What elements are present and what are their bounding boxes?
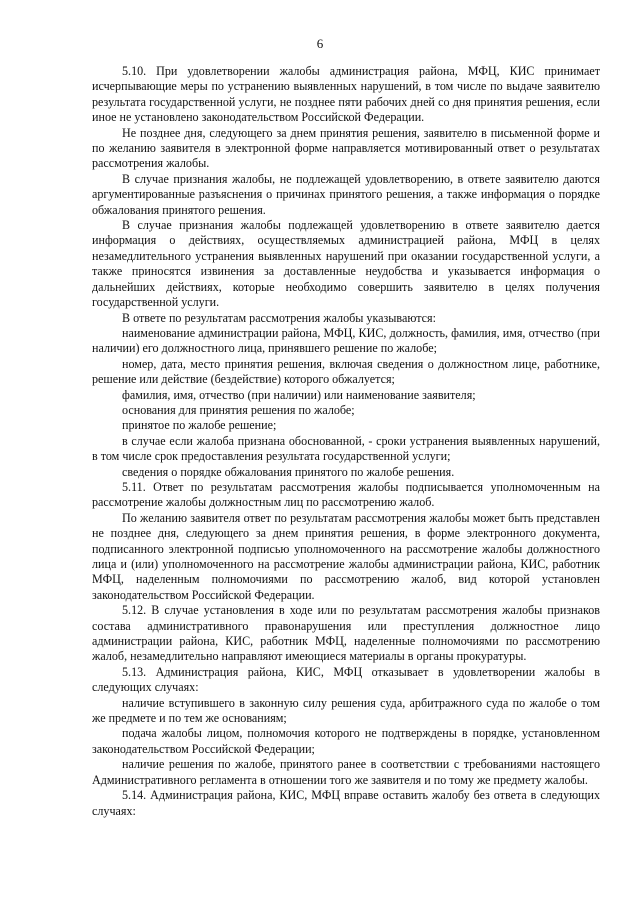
paragraph: 5.10. При удовлетворении жалобы администрация района, МФЦ, КИС принимает исчерпывающие меры по устранению выявленных нарушений, в том числе по выдаче заявителю результата государственной услуги, не позднее пяти рабочих дней со дня принятия решения, если иное не установлено законодательством Российской Федерации. [92, 64, 600, 125]
list-item: номер, дата, место принятия решения, включая сведения о должностном лице, работнике, решение или действие (бездействие) которого обжалуется; [92, 356, 600, 387]
paragraph: В случае признания жалобы, не подлежащей удовлетворению, в ответе заявителю даются аргументированные разъяснения о причинах принятого решения, а также информация о порядке обжалования принятого решения. [92, 171, 600, 217]
paragraph: 5.13. Администрация района, КИС, МФЦ отказывает в удовлетворении жалобы в следующих случаях: [92, 664, 600, 695]
paragraph: В ответе по результатам рассмотрения жалобы указываются: [122, 310, 436, 325]
list-item: основания для принятия решения по жалобе; [122, 402, 355, 417]
list-item: сведения о порядке обжалования принятого по жалобе решения. [122, 464, 455, 479]
list-item: наименование администрации района, МФЦ, КИС, должность, фамилия, имя, отчество (при наличии) его должностного лица, принявшего решение по жалобе; [92, 325, 600, 356]
paragraph: 5.11. Ответ по результатам рассмотрения жалобы подписывается уполномоченным на рассмотрение жалобы должностным лиц по рассмотрению жалоб. [92, 479, 600, 510]
paragraph: По желанию заявителя ответ по результатам рассмотрения жалобы может быть представлен не позднее дня, следующего за днем принятия решения, в форме электронного документа, подписанного электронной подписью уполномоченного на рассмотрение жалобы должностного лица и (или) уполномоченного на рассмотрение жалобы администрации района, КИС, работник МФЦ, наделенным полномочиями по рассмотрению жалоб, вид которой установлен законодательством Российской Федерации. [92, 510, 600, 602]
paragraph: 5.14. Администрация района, КИС, МФЦ вправе оставить жалобу без ответа в следующих случаях: [92, 788, 600, 818]
list-item: в случае если жалоба признана обоснованной, - сроки устранения выявленных нарушений, в том числе срок предоставления результата государственной услуги; [92, 433, 600, 464]
page-number: 6 [316, 36, 324, 51]
paragraph: Не позднее дня, следующего за днем принятия решения, заявителю в письменной форме и по желанию заявителя в электронной форме направляется мотивированный ответ о результатах рассмотрения жалобы. [92, 125, 600, 171]
list-item: фамилия, имя, отчество (при наличии) или наименование заявителя; [122, 387, 476, 402]
list-item: наличие вступившего в законную силу решения суда, арбитражного суда по жалобе о том же предмете и по тем же основаниям; [92, 695, 600, 726]
paragraph: В случае признания жалобы подлежащей удовлетворению в ответе заявителю дается информация о действиях, осуществляемых администрацией района, МФЦ в целях незамедлительного устранения выявленных нарушений при оказании государственной услуги, а также приносятся извинения за доставленные неудобства и указывается информация о дальнейших действиях, которые необходимо совершить заявителю в целях получения государственной услуги. [92, 218, 600, 310]
list-item: принятое по жалобе решение; [122, 418, 277, 433]
paragraph: 5.12. В случае установления в ходе или по результатам рассмотрения жалобы признаков состава административного правонарушения или преступления должностное лицо администрации района, КИС, работник МФЦ, наделенные полномочиями по рассмотрению жалоб, незамедлительно направляют имеющиеся материалы в органы прокуратуры. [92, 603, 600, 664]
list-item: подача жалобы лицом, полномочия которого не подтверждены в порядке, установленном законодательством Российской Федерации; [92, 726, 600, 756]
list-item: наличие решения по жалобе, принятого ранее в соответствии с требованиями настоящего Административного регламента в отношении того же заявителя и по тому же предмету жалобы. [92, 757, 600, 787]
document-body [92, 64, 600, 819]
